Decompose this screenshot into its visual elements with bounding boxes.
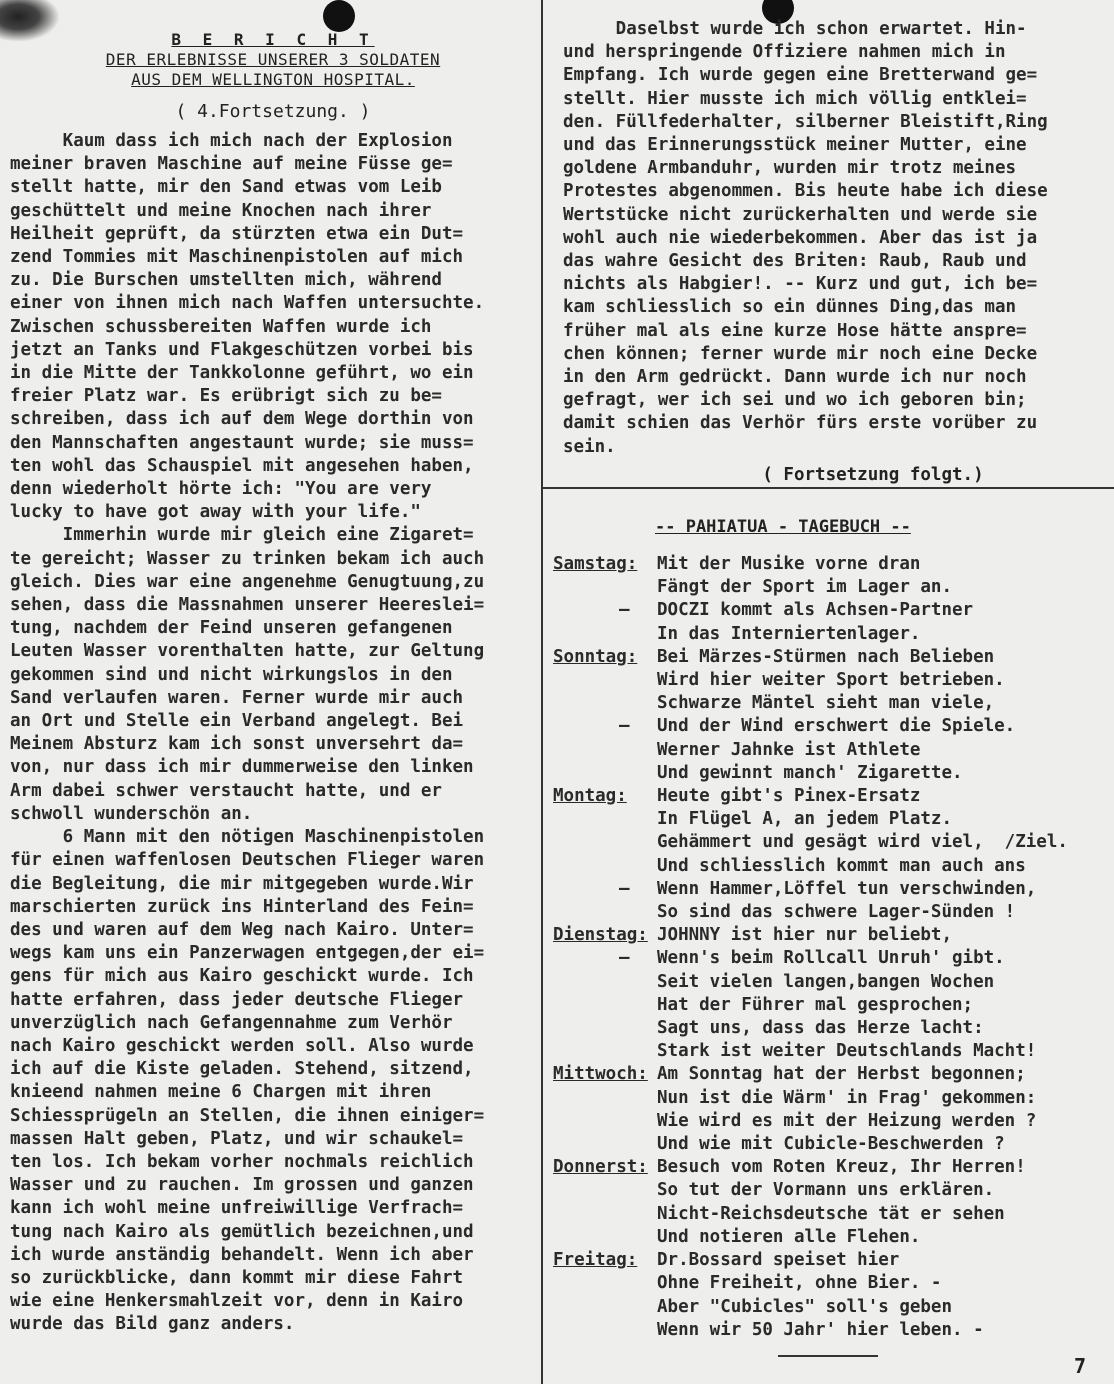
diary-row bbox=[553, 1133, 1108, 1156]
report-continuation-line: das wahre Gesicht des Briten: Raub, Raub und bbox=[563, 251, 1027, 272]
report-continuation-line: sein. bbox=[563, 436, 616, 457]
diary-row bbox=[553, 1226, 1108, 1249]
diary-day-spacer bbox=[553, 692, 657, 715]
diary-day-spacer bbox=[553, 1087, 657, 1110]
end-rule bbox=[778, 1355, 878, 1357]
report-line: ten wohl das Schauspiel mit angesehen haben, bbox=[10, 455, 474, 476]
report-column bbox=[10, 30, 536, 1337]
report-line: Schiessprügeln an Stellen, die ihnen einiger= bbox=[10, 1105, 485, 1126]
diary-verse-line: Sagt uns, dass das Herze lacht: bbox=[657, 1018, 984, 1039]
continued-note: ( Fortsetzung folgt.) bbox=[762, 464, 984, 485]
diary-verse-line: Nicht-Reichsdeutsche tät er sehen bbox=[657, 1203, 1005, 1224]
report-title-line2: DER ERLEBNISSE UNSERER 3 SOLDATEN bbox=[105, 50, 441, 69]
diary-day-spacer bbox=[553, 623, 657, 646]
report-line: jetzt an Tanks und Flakgeschützen vorbei bis bbox=[10, 339, 474, 360]
report-line: von, nur dass ich mir dummerweise den linken bbox=[10, 757, 474, 778]
diary-row bbox=[553, 1087, 1108, 1110]
column-divider bbox=[541, 0, 543, 1384]
diary-day-spacer bbox=[553, 1133, 657, 1156]
diary-verse-line: Hat der Führer mal gesprochen; bbox=[657, 994, 974, 1015]
report-continuation-line: nichts als Habgier!. -- Kurz und gut, ich be= bbox=[563, 274, 1038, 295]
diary-verse-line: Und der Wind erschwert die Spiele. bbox=[657, 716, 1016, 737]
report-title-line3: AUS DEM WELLINGTON HOSPITAL. bbox=[131, 70, 415, 89]
report-line: in die Mitte der Tankkolonne geführt, wo ein bbox=[10, 363, 474, 384]
report-line: gekommen sind und nicht wirkungslos in den bbox=[10, 664, 453, 685]
report-continuation-line: in den Arm gedrückt. Dann wurde ich nur noch bbox=[563, 367, 1027, 388]
diary-dash: — bbox=[619, 878, 630, 899]
diary-verse-line: Werner Jahnke ist Athlete bbox=[657, 739, 921, 760]
diary-day-spacer bbox=[553, 1040, 657, 1063]
diary-verse-line: Wenn wir 50 Jahr' hier leben. - bbox=[657, 1319, 984, 1340]
diary-verse-line: Wenn's beim Rollcall Unruh' gibt. bbox=[657, 948, 1005, 969]
report-title: B E R I C H T bbox=[171, 30, 375, 49]
report-line: ich auf die Kiste geladen. Stehend, sitzend, bbox=[10, 1059, 474, 1080]
report-line: te gereicht; Wasser zu trinken bekam ich auch bbox=[10, 548, 485, 569]
diary-dash: — bbox=[619, 948, 630, 969]
report-line: lucky to have got away with your life." bbox=[10, 502, 421, 523]
diary-day-spacer bbox=[553, 669, 657, 692]
diary-verse-line: Besuch vom Roten Kreuz, Ihr Herren! bbox=[657, 1157, 1026, 1178]
report-line: des und waren auf dem Weg nach Kairo. Unter= bbox=[10, 919, 474, 940]
diary-row bbox=[553, 576, 1108, 599]
report-continuation-line: wohl auch nie wiederbekommen. Aber das ist ja bbox=[563, 227, 1038, 248]
report-line: sehen, dass die Massnahmen unserer Heereslei= bbox=[10, 595, 485, 616]
diary-title: -- PAHIATUA - TAGEBUCH -- bbox=[655, 517, 911, 537]
report-continuation-line: gefragt, wer ich sei und wo ich geboren bin; bbox=[563, 390, 1027, 411]
diary-row bbox=[553, 715, 1108, 738]
report-line: tung nach Kairo als gemütlich bezeichnen,und bbox=[10, 1221, 474, 1242]
diary-verse-line: Ohne Freiheit, ohne Bier. - bbox=[657, 1273, 942, 1294]
report-line: stellt hatte, mir den Sand etwas vom Leib bbox=[10, 177, 442, 198]
diary-row bbox=[553, 808, 1108, 831]
report-continuation-line: Daselbst wurde ich schon erwartet. Hin- bbox=[563, 19, 1027, 39]
report-line: an Ort und Stelle ein Verband angelegt. Bei bbox=[10, 711, 464, 732]
diary-row bbox=[553, 1319, 1108, 1342]
diary-day-label: Freitag: bbox=[553, 1250, 638, 1271]
diary-row bbox=[553, 1156, 1108, 1179]
report-line: zend Tommies mit Maschinenpistolen auf mich bbox=[10, 247, 464, 268]
diary-row bbox=[553, 994, 1108, 1017]
report-line: einer von ihnen mich nach Waffen untersuchte. bbox=[10, 293, 485, 314]
report-line: gleich. Dies war eine angenehme Genugtuung,zu bbox=[10, 571, 485, 592]
report-line: ich wurde anständig behandelt. Wenn ich aber bbox=[10, 1244, 474, 1265]
diary-verse-line: Aber "Cubicles" soll's geben bbox=[657, 1296, 953, 1317]
report-line: gens für mich aus Kairo geschickt wurde. Ich bbox=[10, 966, 474, 987]
diary-section bbox=[553, 553, 1108, 1342]
diary-day-spacer bbox=[553, 831, 657, 854]
diary-row bbox=[553, 924, 1108, 947]
report-line: unverzüglich nach Gefangennahme zum Verhör bbox=[10, 1012, 453, 1033]
report-line: so zurückblicke, dann kommt mir diese Fahrt bbox=[10, 1267, 464, 1288]
diary-verse-line: Und gewinnt manch' Zigarette. bbox=[657, 762, 963, 783]
diary-verse-line: Heute gibt's Pinex-Ersatz bbox=[657, 786, 921, 807]
report-line: Immerhin wurde mir gleich eine Zigaret= bbox=[10, 525, 474, 546]
report-line: wurde das Bild ganz anders. bbox=[10, 1314, 295, 1335]
report-line: tung, nachdem der Feind unseren gefangenen bbox=[10, 618, 453, 639]
report-line: Kaum dass ich mich nach der Explosion bbox=[10, 131, 453, 151]
report-line: schwoll wunderschön an. bbox=[10, 803, 253, 824]
diary-row bbox=[553, 669, 1108, 692]
diary-verse-line: Wie wird es mit der Heizung werden ? bbox=[657, 1110, 1037, 1131]
diary-day-spacer bbox=[553, 1110, 657, 1133]
diary-day-spacer bbox=[553, 1179, 657, 1202]
report-continuation-line: Empfang. Ich wurde gegen eine Bretterwand ge= bbox=[563, 65, 1038, 86]
report-continuation-column bbox=[563, 18, 1103, 487]
diary-row bbox=[553, 553, 1108, 576]
diary-verse-line: Am Sonntag hat der Herbst begonnen; bbox=[657, 1064, 1026, 1085]
report-line: Sand verlaufen waren. Ferner wurde mir auch bbox=[10, 687, 464, 708]
report-line: die Begleitung, die mir mitgegeben wurde.Wir bbox=[10, 873, 474, 894]
diary-row bbox=[553, 623, 1108, 646]
report-line: geschüttelt und meine Knochen nach ihrer bbox=[10, 200, 432, 221]
report-continuation-line: früher mal als eine kurze Hose hätte anspre= bbox=[563, 320, 1027, 341]
report-continuation-line: und das Erinnerungsstück meiner Mutter, eine bbox=[563, 135, 1027, 156]
report-subtitle: ( 4.Fortsetzung. ) bbox=[175, 101, 371, 122]
diary-row bbox=[553, 785, 1108, 808]
diary-row bbox=[553, 901, 1108, 924]
diary-row bbox=[553, 1179, 1108, 1202]
diary-day-spacer bbox=[553, 808, 657, 831]
diary-day-label: Samstag: bbox=[553, 554, 638, 574]
report-line: nach Kairo geschickt werden soll. Also wurde bbox=[10, 1035, 474, 1056]
diary-day-spacer bbox=[553, 576, 657, 599]
report-continuation-body bbox=[563, 18, 1103, 459]
diary-row bbox=[553, 1296, 1108, 1319]
report-line: knieend nahmen meine 6 Chargen mit ihren bbox=[10, 1082, 432, 1103]
diary-dash: — bbox=[619, 716, 630, 737]
diary-row bbox=[553, 878, 1108, 901]
report-continuation-line: den. Füllfederhalter, silberner Bleistift,Ring bbox=[563, 111, 1048, 132]
diary-verse-line: JOHNNY ist hier nur beliebt, bbox=[657, 925, 953, 946]
report-line: Heilheit geprüft, da stürzten etwa ein Dut= bbox=[10, 223, 464, 244]
diary-verse-line: So tut der Vormann uns erklären. bbox=[657, 1180, 995, 1201]
diary-verse-line: Nun ist die Wärm' in Frag' gekommen: bbox=[657, 1087, 1037, 1108]
report-line: Leuten Wasser vorenthalten hatte, zur Geltung bbox=[10, 641, 485, 662]
report-line: 6 Mann mit den nötigen Maschinenpistolen bbox=[10, 827, 485, 848]
diary-day-spacer bbox=[553, 1319, 657, 1342]
diary-day-spacer bbox=[553, 1017, 657, 1040]
diary-row bbox=[553, 1272, 1108, 1295]
report-continuation-line: Wertstücke nicht zurückerhalten und werde sie bbox=[563, 204, 1038, 225]
report-line: für einen waffenlosen Deutschen Flieger waren bbox=[10, 850, 485, 871]
diary-verse-line: Und notieren alle Flehen. bbox=[657, 1226, 921, 1247]
diary-verse-line: In das Interniertenlager. bbox=[657, 623, 921, 644]
diary-row bbox=[553, 1203, 1108, 1226]
diary-verse-line: Fängt der Sport im Lager an. bbox=[657, 577, 953, 598]
diary-day-label: Dienstag: bbox=[553, 925, 648, 946]
diary-verse-line: Bei Märzes-Stürmen nach Belieben bbox=[657, 646, 995, 667]
diary-verse-line: Dr.Bossard speiset hier bbox=[657, 1250, 900, 1271]
report-line: meiner braven Maschine auf meine Füsse ge= bbox=[10, 154, 453, 175]
diary-row bbox=[553, 1017, 1108, 1040]
report-line: den Mannschaften angestaunt wurde; sie muss= bbox=[10, 432, 474, 453]
diary-day-spacer bbox=[553, 1226, 657, 1249]
report-line: Wasser und zu rauchen. Im grossen und ganzen bbox=[10, 1175, 474, 1196]
report-continuation-line: stellt. Hier musste ich mich völlig entklei= bbox=[563, 88, 1027, 109]
diary-verse-line: So sind das schwere Lager-Sünden ! bbox=[657, 902, 1016, 923]
diary-day-spacer bbox=[553, 1203, 657, 1226]
diary-verse-line: Mit der Musike vorne dran bbox=[657, 554, 921, 574]
diary-verse-line: Stark ist weiter Deutschlands Macht! bbox=[657, 1041, 1037, 1062]
diary-row bbox=[553, 692, 1108, 715]
diary-verse-line: Gehämmert und gesägt wird viel, /Ziel. bbox=[657, 832, 1068, 853]
section-divider bbox=[543, 487, 1114, 489]
diary-day-spacer bbox=[553, 1272, 657, 1295]
report-continuation-line: kam schliesslich so ein dünnes Ding,das man bbox=[563, 297, 1017, 318]
diary-day-spacer bbox=[553, 855, 657, 878]
report-line: Meinem Absturz kam ich sonst unversehrt da= bbox=[10, 734, 464, 755]
diary-row bbox=[553, 599, 1108, 622]
report-line: wegs kam uns ein Panzerwagen entgegen,der ei= bbox=[10, 943, 485, 964]
report-line: Arm dabei schwer verstaucht hatte, und er bbox=[10, 780, 442, 801]
report-line: zu. Die Burschen umstellten mich, während bbox=[10, 270, 442, 291]
report-continuation-line: Protestes abgenommen. Bis heute habe ich diese bbox=[563, 181, 1048, 202]
diary-day-spacer bbox=[553, 762, 657, 785]
report-line: ten los. Ich bekam vorher nochmals reichlich bbox=[10, 1151, 474, 1172]
page-number: 7 bbox=[1074, 1354, 1087, 1378]
report-continuation-line: goldene Armbanduhr, wurden mir trotz meines bbox=[563, 158, 1017, 179]
diary-verse-line: Wird hier weiter Sport betrieben. bbox=[657, 670, 1005, 691]
report-line: massen Halt geben, Platz, und wir schaukel= bbox=[10, 1128, 464, 1149]
report-line: kann ich wohl meine unfreiwillige Verfrach= bbox=[10, 1198, 464, 1219]
punch-hole-left bbox=[323, 0, 355, 32]
diary-day-spacer bbox=[553, 971, 657, 994]
diary-day-label: Sonntag: bbox=[553, 646, 638, 667]
report-line: wie eine Henkersmahlzeit vor, denn in Kairo bbox=[10, 1291, 464, 1312]
report-line: freier Platz war. Es erübrigt sich zu be= bbox=[10, 386, 442, 407]
diary-verse-line: In Flügel A, an jedem Platz. bbox=[657, 809, 953, 830]
diary-row bbox=[553, 831, 1108, 854]
diary-verse-line: DOCZI kommt als Achsen-Partner bbox=[657, 600, 974, 621]
diary-day-label: Donnerst: bbox=[553, 1157, 648, 1178]
diary-row bbox=[553, 1249, 1108, 1272]
diary-row bbox=[553, 739, 1108, 762]
diary-day-label: Montag: bbox=[553, 786, 627, 807]
report-line: hatte erfahren, dass jeder deutsche Flieger bbox=[10, 989, 464, 1010]
diary-dash: — bbox=[619, 600, 630, 621]
report-line: marschierten zurück ins Hinterland des Fein= bbox=[10, 896, 474, 917]
diary-day-spacer bbox=[553, 1296, 657, 1319]
diary-row bbox=[553, 855, 1108, 878]
diary-day-spacer bbox=[553, 901, 657, 924]
diary-verse-line: Wenn Hammer,Löffel tun verschwinden, bbox=[657, 878, 1037, 899]
diary-day-spacer bbox=[553, 994, 657, 1017]
diary-day-spacer bbox=[553, 739, 657, 762]
diary-row bbox=[553, 646, 1108, 669]
diary-row bbox=[553, 762, 1108, 785]
diary-verse-line: Und schliesslich kommt man auch ans bbox=[657, 855, 1026, 876]
report-line: Zwischen schussbereiten Waffen wurde ich bbox=[10, 316, 432, 337]
diary-row bbox=[553, 1040, 1108, 1063]
report-continuation-line: chen können; ferner wurde mir noch eine Decke bbox=[563, 343, 1038, 364]
diary-row bbox=[553, 1110, 1108, 1133]
diary-verse-line: Seit vielen langen,bangen Wochen bbox=[657, 971, 995, 992]
diary-verse-line: Und wie mit Cubicle-Beschwerden ? bbox=[657, 1134, 1005, 1155]
diary-verse-line: Schwarze Mäntel sieht man viele, bbox=[657, 693, 995, 714]
report-line: denn wiederholt hörte ich: "You are very bbox=[10, 479, 432, 500]
diary-row bbox=[553, 1063, 1108, 1086]
report-continuation-line: und herspringende Offiziere nahmen mich in bbox=[563, 42, 1006, 63]
diary-row bbox=[553, 947, 1108, 970]
diary-row bbox=[553, 971, 1108, 994]
report-line: schreiben, dass ich auf dem Wege dorthin von bbox=[10, 409, 474, 430]
report-continuation-line: damit schien das Verhör fürs erste vorüber zu bbox=[563, 413, 1038, 434]
report-body bbox=[10, 130, 536, 1337]
diary-day-label: Mittwoch: bbox=[553, 1064, 648, 1085]
